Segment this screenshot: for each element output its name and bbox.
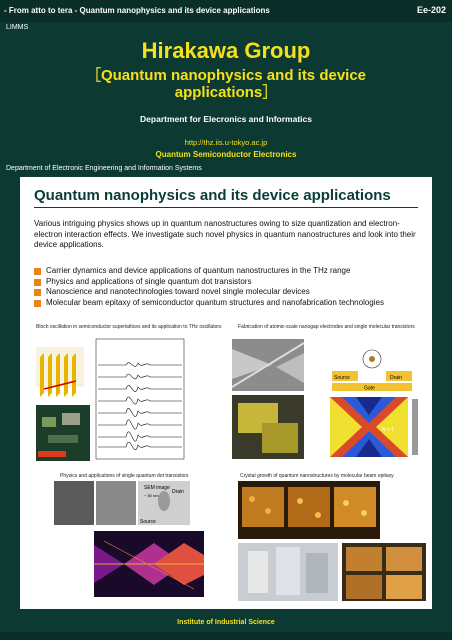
qdot-caption: Physics and applications of single quantum dot transistors: [60, 473, 189, 479]
superlattice-schematic: [36, 347, 84, 397]
gate-label: Gate: [364, 385, 375, 392]
coulomb-diamond-map: [94, 531, 204, 597]
crystal-caption: Crystal growth of quantum nanostructures by molecular beam epitaxy: [240, 473, 394, 479]
waveform-plot: [96, 339, 184, 459]
molecule-sem-image: [232, 395, 304, 459]
intro-text: Various intriguing physics shows up in quantum nanostructures owing to size quantization and electron-electron interaction effects. We investigate such novel physics in quantum nanostructures and look into their device applications.: [34, 219, 416, 249]
bullet-square-icon: [34, 279, 41, 286]
poster-code: Ee-202: [416, 5, 446, 15]
bullet-square-icon: [34, 289, 41, 296]
qdot-source-label: Source: [140, 519, 156, 525]
n1-label: N = 1: [382, 427, 395, 433]
heading-divider: [34, 207, 418, 208]
stability-colormap: [330, 397, 418, 457]
institute-footer: Institute of Industrial Science: [177, 619, 275, 626]
org-label: LIMMS: [6, 24, 29, 31]
panel-heading: Quantum nanophysics and its device applications: [34, 187, 391, 204]
subtitle-line-1: ［Quantum nanophysics and its device: [85, 67, 367, 84]
department: Department for Elecronics and Informatics: [140, 114, 312, 124]
bullet-square-icon: [34, 300, 41, 307]
department-ee: Department of Electronic Engineering and Information Systems: [6, 165, 202, 172]
nanogap-caption: Fabrication of atomic-scale nanogap electrodes and single molecular transistors: [238, 324, 415, 330]
subtitle-line-2: applications］: [174, 84, 278, 101]
sem-image-label: SEM image: [144, 485, 170, 491]
afm-images: [238, 481, 380, 539]
optical-setup-photo: [36, 405, 90, 461]
list-item: Carrier dynamics and device applications of quantum nanostructures in the THz range: [34, 266, 426, 277]
group-title: Hirakawa Group: [141, 38, 311, 63]
content-panel: [20, 177, 432, 609]
topic-list: [34, 266, 426, 308]
mbe-system-photo: [238, 543, 338, 601]
nanogap-sem-image: [232, 339, 304, 391]
drain-label: Drain: [390, 375, 402, 381]
bottom-bar: [0, 632, 452, 640]
list-item: Physics and applications of single quantum dot transistors: [34, 277, 426, 288]
crystal-figure: [238, 481, 426, 603]
tagline: - From atto to tera - Quantum nanophysics and its device applications: [4, 6, 270, 15]
qdot-figure: [34, 481, 230, 603]
source-label: Source: [334, 375, 350, 381]
lab-name: Quantum Semiconductor Electronics: [155, 150, 297, 159]
scale-label: ~ 50 nm: [144, 493, 159, 498]
list-item: Molecular beam epitaxy of semiconductor quantum structures and nanofabrication technologies: [34, 298, 426, 309]
list-item: Nanoscience and nanotechnologies toward novel single molecular devices: [34, 287, 426, 298]
qdot-drain-label: Drain: [172, 489, 184, 495]
top-bar: [0, 0, 452, 22]
lab-url[interactable]: http://thz.iis.u-tokyo.ac.jp: [184, 138, 268, 147]
nanostructure-afm: [342, 543, 426, 601]
bullet-square-icon: [34, 268, 41, 275]
nanogap-figure: [232, 339, 428, 467]
bloch-figure: [34, 337, 232, 465]
bloch-caption: Bloch oscillation in semiconductor superlattices and its application to THz oscillators: [36, 324, 222, 330]
group-subtitle: [0, 67, 452, 101]
